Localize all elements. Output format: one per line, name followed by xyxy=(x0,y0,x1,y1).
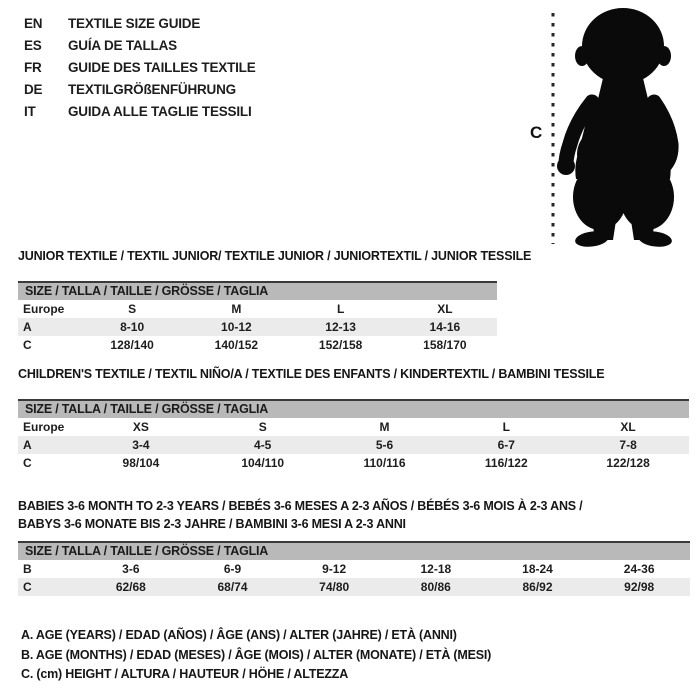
babies-section-title xyxy=(18,497,668,533)
language-code: FR xyxy=(24,59,42,75)
height-cell: 128/140 xyxy=(110,338,154,352)
height-measure-figure xyxy=(520,4,685,248)
height-cell: 122/128 xyxy=(606,456,650,470)
language-row-es xyxy=(24,34,256,56)
months-cell: 6-9 xyxy=(223,562,242,576)
size-cell: M xyxy=(231,302,242,316)
table-row-europe xyxy=(18,300,497,318)
months-cell: 12-18 xyxy=(420,562,452,576)
height-cell: 110/116 xyxy=(363,456,406,470)
size-cell: L xyxy=(336,302,345,316)
row-label: Europe xyxy=(23,302,65,316)
height-cell: 68/74 xyxy=(217,580,248,594)
language-title-list xyxy=(24,12,256,122)
height-cell: 80/86 xyxy=(420,580,451,594)
language-title: TEXTILGRÖßENFÜHRUNG xyxy=(68,81,236,97)
babies-title-line2: BABYS 3-6 MONATE BIS 2-3 JAHRE / BAMBINI 3-6 MESI A 2-3 ANNI xyxy=(18,517,406,531)
height-cell: 158/170 xyxy=(423,338,467,352)
language-title: GUÍA DE TALLAS xyxy=(68,37,177,53)
row-label: C xyxy=(23,456,32,470)
height-cell: 62/68 xyxy=(115,580,146,594)
age-cell: 7-8 xyxy=(619,438,637,452)
height-cell: 74/80 xyxy=(319,580,350,594)
language-row-en xyxy=(24,12,256,34)
toddler-silhouette xyxy=(557,8,674,248)
size-header-bar: SIZE / TALLA / TAILLE / GRÖSSE / TAGLIA xyxy=(18,281,497,300)
months-cell: 9-12 xyxy=(322,562,347,576)
months-cell: 18-24 xyxy=(522,562,553,576)
table-row-height xyxy=(18,454,689,472)
language-title: GUIDE DES TAILLES TEXTILE xyxy=(68,59,256,75)
children-section-title: CHILDREN'S TEXTILE / TEXTIL NIÑO/A / TEXTILE DES ENFANTS / KINDERTEXTIL / BAMBINI TESSILE xyxy=(18,367,605,381)
table-row-height xyxy=(18,578,690,596)
size-cell: XS xyxy=(132,420,149,434)
height-cell: 152/158 xyxy=(318,338,363,352)
row-label: Europe xyxy=(23,420,65,434)
size-cell: M xyxy=(379,420,390,434)
size-cell: L xyxy=(502,420,510,434)
age-cell: 6-7 xyxy=(497,438,515,452)
legend-line-a: A. AGE (YEARS) / EDAD (AÑOS) / ÂGE (ANS) / ALTER (JAHRE) / ETÀ (ANNI) xyxy=(21,628,457,642)
junior-size-table xyxy=(18,281,497,354)
measure-label-c: C xyxy=(530,123,543,142)
height-cell: 86/92 xyxy=(522,580,553,594)
junior-section-title: JUNIOR TEXTILE / TEXTIL JUNIOR/ TEXTILE JUNIOR / JUNIORTEXTIL / JUNIOR TESSILE xyxy=(18,249,532,263)
language-code: EN xyxy=(24,15,43,31)
height-cell: 92/98 xyxy=(624,580,655,594)
row-label: B xyxy=(23,562,32,576)
legend-line-c: C. (cm) HEIGHT / ALTURA / HAUTEUR / HÖHE / ALTEZZA xyxy=(21,667,349,681)
age-cell: 3-4 xyxy=(132,438,150,452)
language-row-de xyxy=(24,78,256,100)
language-code: IT xyxy=(24,103,36,119)
children-size-table xyxy=(18,399,689,472)
table-row-age xyxy=(18,318,497,336)
size-cell: S xyxy=(258,420,267,434)
legend-line-b: B. AGE (MONTHS) / EDAD (MESES) / ÂGE (MOIS) / ALTER (MONATE) / ETÀ (MESI) xyxy=(21,647,492,662)
table-row-age xyxy=(18,436,689,454)
age-cell: 5-6 xyxy=(375,438,394,452)
row-label: A xyxy=(23,438,32,452)
age-cell: 10-12 xyxy=(221,320,252,334)
months-cell: 24-36 xyxy=(623,562,655,576)
size-cell: XL xyxy=(620,420,636,434)
table-row-europe xyxy=(18,418,689,436)
language-row-it xyxy=(24,100,256,122)
height-cell: 104/110 xyxy=(241,456,285,470)
age-cell: 8-10 xyxy=(120,320,145,334)
language-title: GUIDA ALLE TAGLIE TESSILI xyxy=(68,103,252,119)
size-cell: XL xyxy=(437,302,453,316)
table-row-months xyxy=(18,560,690,578)
age-cell: 12-13 xyxy=(325,320,356,334)
age-cell: 14-16 xyxy=(429,320,461,334)
babies-title-line1: BABIES 3-6 MONTH TO 2-3 YEARS / BEBÉS 3-6 MESES A 2-3 AÑOS / BÉBÉS 3-6 MOIS À 2-3 ANS / xyxy=(18,499,583,513)
size-header-bar: SIZE / TALLA / TAILLE / GRÖSSE / TAGLIA xyxy=(18,541,690,560)
babies-size-table xyxy=(18,541,690,596)
measurement-legend xyxy=(21,626,491,685)
size-cell: S xyxy=(128,302,137,316)
row-label: C xyxy=(23,338,32,352)
table-row-height xyxy=(18,336,497,354)
height-cell: 116/122 xyxy=(484,456,528,470)
language-code: ES xyxy=(24,37,42,53)
row-label: C xyxy=(23,580,32,594)
language-code: DE xyxy=(24,81,43,97)
language-row-fr xyxy=(24,56,256,78)
row-label: A xyxy=(23,320,32,334)
months-cell: 3-6 xyxy=(122,562,140,576)
height-cell: 140/152 xyxy=(214,338,259,352)
size-header-bar: SIZE / TALLA / TAILLE / GRÖSSE / TAGLIA xyxy=(18,399,689,418)
age-cell: 4-5 xyxy=(254,438,272,452)
height-cell: 98/104 xyxy=(122,456,160,470)
baby-silhouette-icon xyxy=(520,4,685,248)
language-title: TEXTILE SIZE GUIDE xyxy=(68,15,201,31)
